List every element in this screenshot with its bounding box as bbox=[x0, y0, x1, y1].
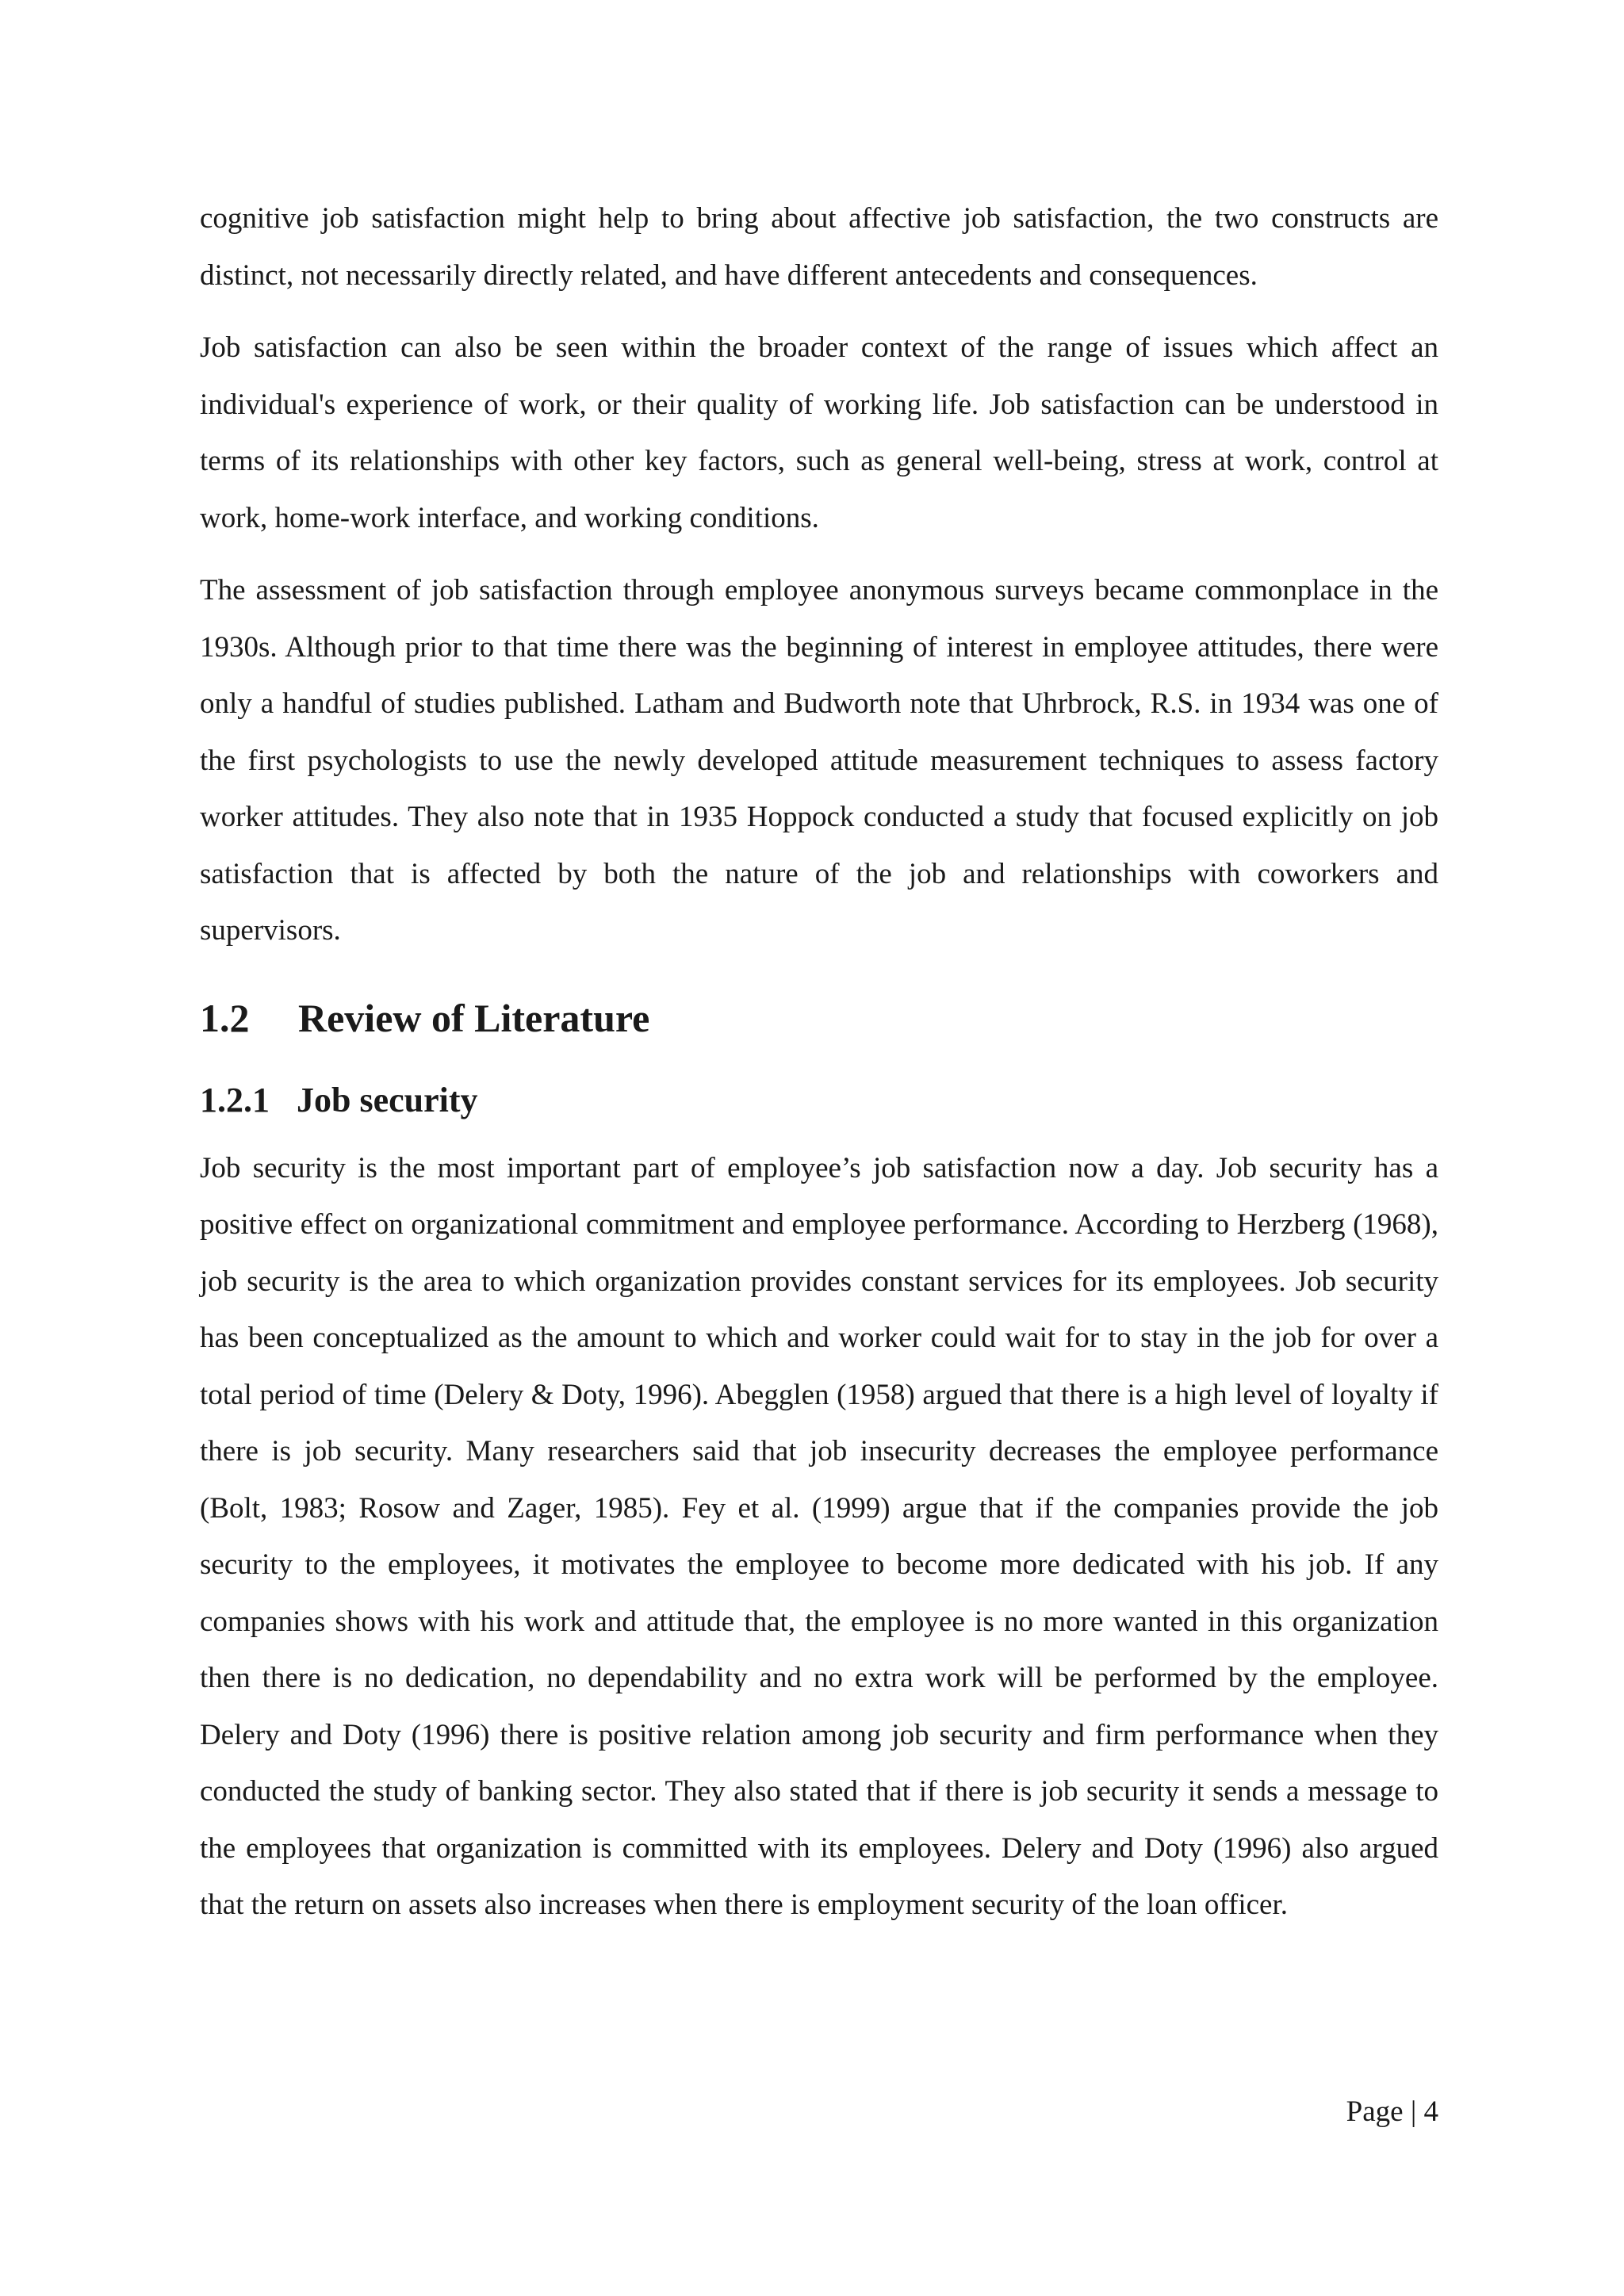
paragraph-cognitive-vs-affective: cognitive job satisfaction might help to bring about affective job satisfaction, the two constructs are distinct, not necessarily directly related, and have different antecedents and consequences. bbox=[200, 202, 1438, 292]
section-number: 1.2 bbox=[200, 995, 250, 1040]
subsection-number: 1.2.1 bbox=[200, 1080, 270, 1119]
paragraph-broader-context: Job satisfaction can also be seen within the broader context of the range of issues which affect an individual's experience of work, or their quality of working life. Job satisfaction can be understood in terms of its relationships with other key factors, such as general well-being, stress at work, control at work, home-work interface, and working conditions. bbox=[200, 331, 1438, 534]
section-heading bbox=[200, 989, 1438, 1047]
page-content bbox=[200, 190, 1438, 1950]
paragraph-job-security: Job security is the most important part of employee’s job satisfaction now a day. Job security has a positive effect on organizational commitment and employee performance. According to Herzberg (1968), job security is the area to which organization provides constant services for its employees. Job security has been conceptualized as the amount to which and worker could wait for to stay in the job for over a total period of time (Delery & Doty, 1996). Abegglen (1958) argued that there is a high level of loyalty if there is job security. Many researchers said that job insecurity decreases the employee performance (Bolt, 1983; Rosow and Zager, 1985). Fey et al. (1999) argue that if the companies provide the job security to the employees, it motivates the employee to become more dedicated with his job. If any companies shows with his work and attitude that, the employee is no more wanted in this organization then there is no dedication, no dependability and no extra work will be performed by the employee. Delery and Doty (1996) there is positive relation among job security and firm performance when they conducted the study of banking sector. They also stated that if there is job security it sends a message to the employees that organization is committed with its employees. Delery and Doty (1996) also argued that the return on assets also increases when there is employment security of the loan officer. bbox=[200, 1151, 1438, 1921]
subsection-title: Job security bbox=[297, 1080, 478, 1119]
section-title: Review of Literature bbox=[298, 995, 650, 1040]
paragraph-assessment-history: The assessment of job satisfaction through employee anonymous surveys became commonplace in the 1930s. Although prior to that time there was the beginning of interest in employee attitudes, there were only a handful of studies published. Latham and Budworth note that Uhrbrock, R.S. in 1934 was one of the first psychologists to use the newly developed attitude measurement techniques to assess factory worker attitudes. They also note that in 1935 Hoppock conducted a study that focused explicitly on job satisfaction that is affected by both the nature of the job and relationships with coworkers and supervisors. bbox=[200, 574, 1438, 947]
subsection-heading bbox=[200, 1075, 1438, 1126]
page-number: Page | 4 bbox=[1346, 2095, 1438, 2128]
